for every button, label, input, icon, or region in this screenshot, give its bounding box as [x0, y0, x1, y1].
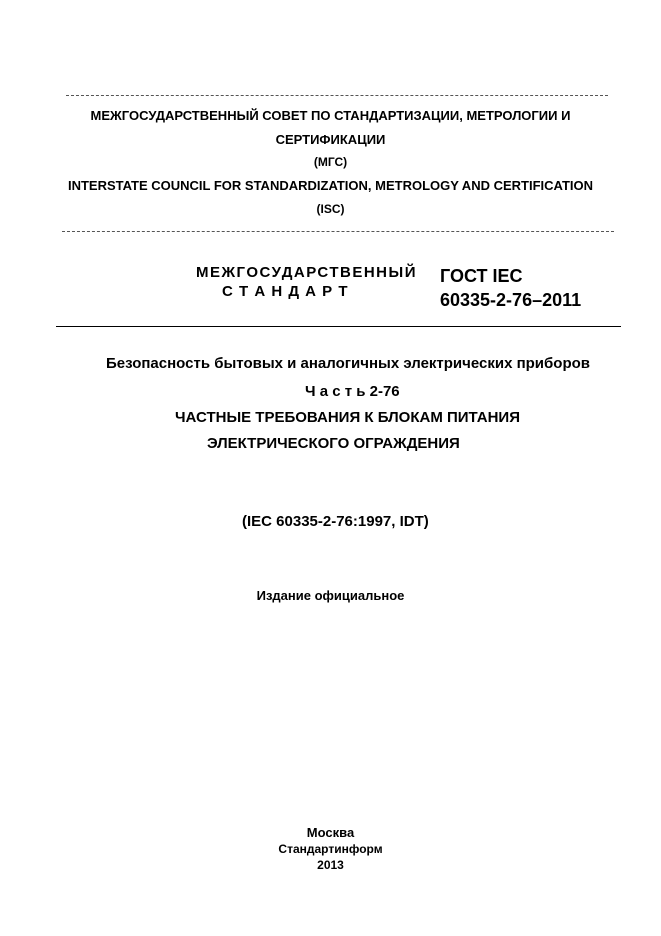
council-en-abbr: (ISC) [316, 202, 345, 216]
footer-city: Москва [306, 825, 355, 840]
footer-year: 2013 [317, 858, 344, 872]
dashed-divider-top [66, 95, 608, 96]
council-en: INTERSTATE COUNCIL FOR STANDARDIZATION, METROLOGY AND CERTIFICATION [67, 178, 594, 193]
title-line1: Безопасность бытовых и аналогичных электрических приборов [106, 355, 590, 372]
dashed-divider-bottom [62, 231, 614, 232]
council-ru-line2: СЕРТИФИКАЦИИ [275, 132, 386, 147]
footer-publisher: Стандартинформ [278, 842, 383, 856]
title-part: Ч а с т ь 2-76 [305, 383, 400, 400]
standard-type-line1: МЕЖГОСУДАРСТВЕННЫЙ [196, 264, 417, 281]
title-line3: ЧАСТНЫЕ ТРЕБОВАНИЯ К БЛОКАМ ПИТАНИЯ [175, 409, 520, 426]
council-ru-abbr: (МГС) [313, 155, 348, 169]
title-line4: ЭЛЕКТРИЧЕСКОГО ОГРАЖДЕНИЯ [207, 435, 460, 452]
standard-code-line2: 60335-2-76–2011 [440, 290, 582, 310]
standard-type-line2: С Т А Н Д А Р Т [222, 283, 349, 300]
header-rule [56, 326, 621, 327]
iec-reference: (IEC 60335-2-76:1997, IDT) [242, 513, 429, 530]
standard-code-line1: ГОСТ IEC [440, 266, 523, 286]
council-ru-line1: МЕЖГОСУДАРСТВЕННЫЙ СОВЕТ ПО СТАНДАРТИЗАЦИИ, МЕТРОЛОГИИ И [90, 108, 571, 123]
edition-label: Издание официальное [256, 588, 405, 603]
